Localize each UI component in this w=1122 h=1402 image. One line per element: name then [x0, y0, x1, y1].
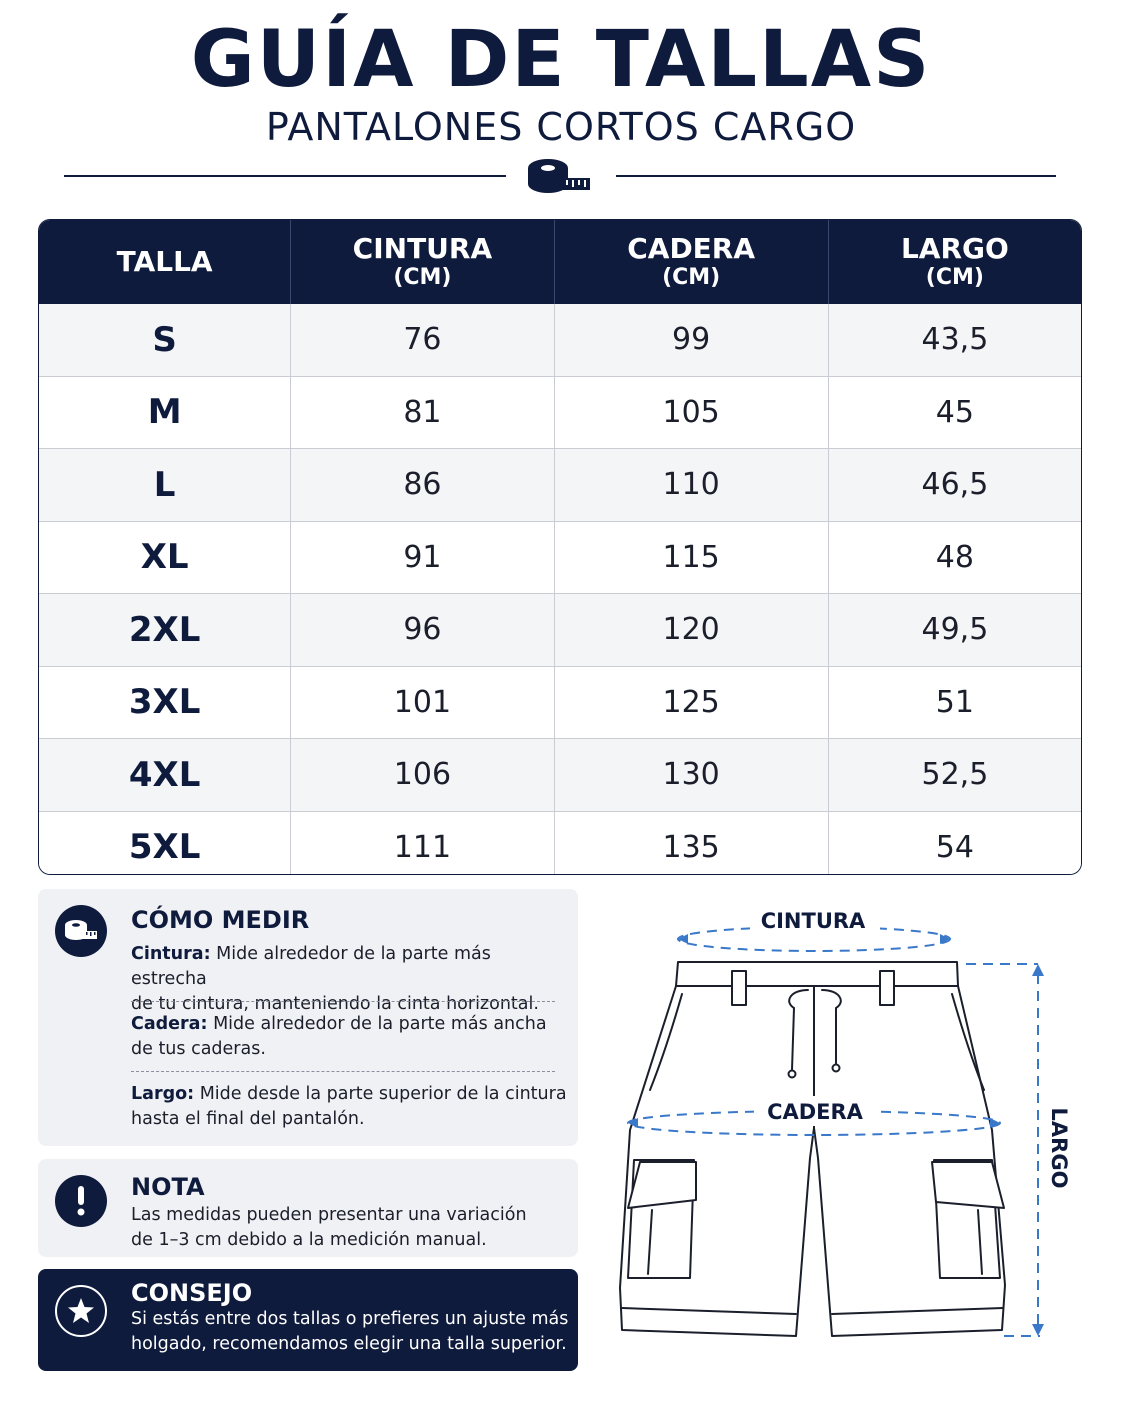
page-subtitle: PANTALONES CORTOS CARGO: [265, 105, 857, 149]
tip-text: [131, 1307, 571, 1357]
header-talla: [39, 220, 291, 304]
measure-line: de tus caderas.: [131, 1039, 266, 1059]
note-text: [131, 1203, 567, 1253]
hip-cell: 110: [555, 449, 829, 521]
length-cell: 51: [935, 684, 974, 720]
hip-cell: 125: [555, 667, 829, 739]
hip-cell: 99: [555, 304, 829, 376]
waist-label: CINTURA: [760, 909, 866, 933]
arrowhead: [1032, 1324, 1044, 1336]
measure-term: Cintura:: [131, 944, 211, 964]
header-label: LARGO: [900, 232, 1009, 265]
waist-cell: 101: [291, 667, 554, 739]
table-row: [39, 376, 1081, 449]
hip-cell: 105: [555, 377, 829, 449]
measure-line: de tu cintura, manteniendo la cinta horizontal.: [131, 994, 539, 1014]
waist-cell: 76: [291, 304, 554, 376]
table-row: [39, 304, 1081, 376]
tip-line: holgado, recomendamos elegir una talla superior.: [131, 1334, 567, 1354]
divider: [131, 1071, 555, 1072]
shorts-diagram: [600, 890, 1100, 1370]
measure-length-text: [131, 1082, 567, 1132]
header-unit: (CM): [925, 265, 984, 290]
waist-cell: 106: [291, 739, 554, 811]
header-label: CADERA: [627, 232, 756, 265]
measure-title: CÓMO MEDIR: [131, 906, 310, 934]
header-cadera: [555, 220, 829, 304]
belt-loop: [880, 971, 894, 1005]
header-label: CINTURA: [352, 232, 493, 265]
tip-card: [38, 1269, 578, 1371]
table-row: [39, 593, 1081, 666]
drawstring-tip: [789, 1071, 796, 1078]
tape-measure-icon: [526, 156, 592, 196]
note-line: de 1–3 cm debido a la medición manual.: [131, 1230, 487, 1250]
measure-term: Largo:: [131, 1084, 195, 1104]
waist-cell: 111: [291, 812, 554, 876]
length-cell: 52,5: [921, 757, 989, 793]
exclamation-icon: [55, 1175, 107, 1227]
table-body: [39, 304, 1081, 875]
size-cell: M: [39, 377, 291, 449]
tip-line: Si estás entre dos tallas o prefieres un ajuste más: [131, 1309, 569, 1329]
size-cell: XL: [39, 522, 291, 594]
star-icon: [55, 1285, 107, 1337]
how-to-measure-card: [38, 889, 578, 1146]
measure-line: hasta el final del pantalón.: [131, 1109, 365, 1129]
measure-hip-text: [131, 1012, 567, 1062]
length-label: LARGO: [1047, 1107, 1071, 1189]
waist-cell: 81: [291, 377, 554, 449]
table-row: [39, 521, 1081, 594]
shorts-outline: [620, 962, 1005, 1336]
length-cell: 54: [935, 829, 974, 865]
belt-loop: [732, 971, 746, 1005]
waist-cell: 96: [291, 594, 554, 666]
table-row: [39, 666, 1081, 739]
waist-cell: 86: [291, 449, 554, 521]
divider-left: [64, 175, 506, 177]
length-cell: 45: [935, 394, 974, 430]
size-cell: 3XL: [39, 667, 291, 739]
length-cell: 48: [935, 539, 974, 575]
length-cell: 46,5: [921, 467, 989, 503]
size-table: [38, 219, 1082, 875]
page-title: GUÍA DE TALLAS: [190, 15, 932, 105]
cargo-flap-right: [932, 1162, 1004, 1208]
hip-cell: 130: [555, 739, 829, 811]
length-cell: 49,5: [921, 612, 989, 648]
note-card: [38, 1159, 578, 1257]
hip-cell: 115: [555, 522, 829, 594]
header-cintura: [291, 220, 554, 304]
table-header: [39, 220, 1081, 304]
cargo-flap-left: [628, 1162, 696, 1208]
measure-waist-text: [131, 942, 567, 1017]
size-cell: 5XL: [39, 812, 291, 876]
header-unit: (CM): [662, 265, 721, 290]
table-row: [39, 811, 1081, 876]
waist-cell: 91: [291, 522, 554, 594]
table-row: [39, 738, 1081, 811]
header-label: TALLA: [116, 245, 213, 278]
note-line: Las medidas pueden presentar una variación: [131, 1205, 527, 1225]
size-cell: 2XL: [39, 594, 291, 666]
hip-cell: 135: [555, 812, 829, 876]
divider: [131, 1001, 555, 1002]
length-cell: 43,5: [921, 322, 989, 358]
table-row: [39, 448, 1081, 521]
drawstring-tip: [833, 1065, 840, 1072]
arrowhead: [1032, 964, 1044, 976]
size-cell: S: [39, 304, 291, 376]
size-cell: 4XL: [39, 739, 291, 811]
hip-cell: 120: [555, 594, 829, 666]
tape-measure-icon: [55, 905, 107, 957]
divider-right: [616, 175, 1056, 177]
measure-line: Mide alrededor de la parte más ancha: [207, 1014, 547, 1034]
measure-line: Mide desde la parte superior de la cintura: [194, 1084, 567, 1104]
size-cell: L: [39, 449, 291, 521]
hip-label: CADERA: [767, 1100, 863, 1124]
header-unit: (CM): [393, 265, 452, 290]
note-title: NOTA: [131, 1173, 205, 1201]
measure-line: Mide alrededor de la parte más estrecha: [131, 944, 491, 989]
header-largo: [829, 220, 1081, 304]
measure-term: Cadera:: [131, 1014, 208, 1034]
tip-title: CONSEJO: [131, 1279, 253, 1307]
